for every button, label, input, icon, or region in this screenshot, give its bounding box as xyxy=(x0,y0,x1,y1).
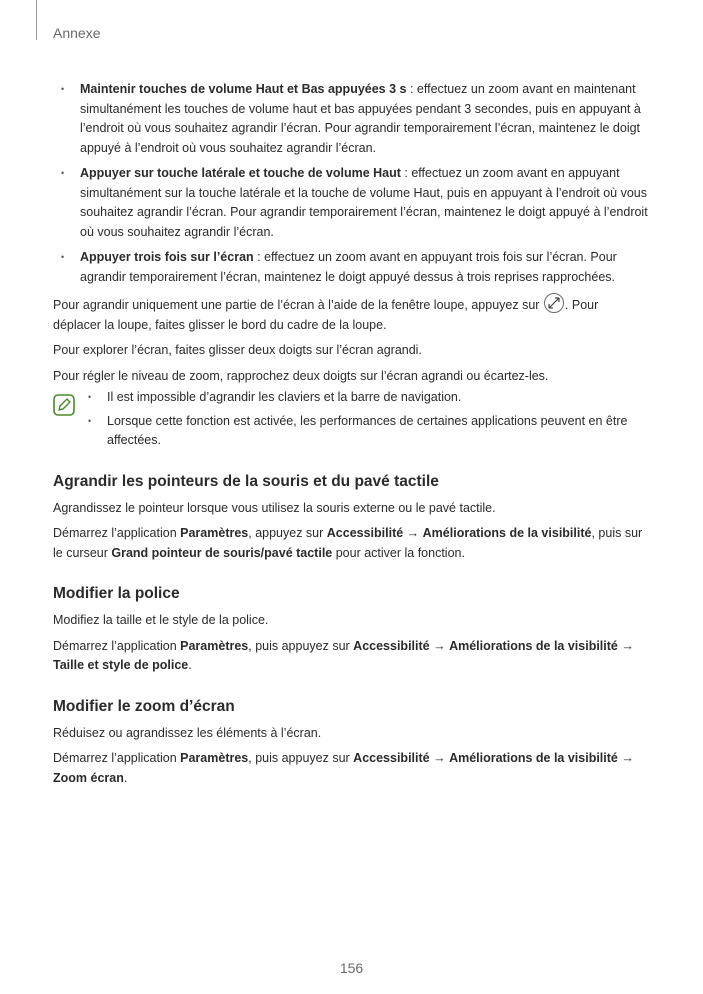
list-item-term: Maintenir touches de volume Haut et Bas appuyées 3 s xyxy=(80,82,407,96)
list-item-text: : effectuez un zoom avant en appuyant trois fois sur l’écran. Pour agrandir temporairement l’écran, maintenez le doigt appuyé dessus à trois reprises rapprochées. xyxy=(80,250,617,284)
section-heading: Modifier le zoom d’écran xyxy=(53,697,235,715)
font-section xyxy=(53,583,649,676)
section-intro: Agrandissez le pointeur lorsque vous utilisez la souris externe ou le pavé tactile. xyxy=(53,500,496,515)
explore-paragraph: Pour explorer l’écran, faites glisser deux doigts sur l’écran agrandi. xyxy=(53,343,422,357)
header-rule xyxy=(36,0,37,40)
section-heading: Agrandir les pointeurs de la souris et du pavé tactile xyxy=(53,472,439,490)
section-intro: Réduisez ou agrandissez les éléments à l’écran. xyxy=(53,725,322,740)
magnifier-window-icon xyxy=(544,293,564,313)
magnifier-paragraph: Pour agrandir uniquement une partie de l’écran à l’aide de la fenêtre loupe, appuyez sur . Pour déplacer la loupe, faites glisser le bord du cadre de la loupe. xyxy=(53,293,649,335)
note-block xyxy=(53,388,649,451)
list-item xyxy=(53,248,649,287)
screen-zoom-section xyxy=(53,696,649,789)
zoom-methods-list xyxy=(53,80,649,287)
running-head-title: Annexe xyxy=(53,25,101,41)
list-item xyxy=(53,80,649,158)
list-item-term: Appuyer trois fois sur l’écran xyxy=(80,250,254,264)
note-item: • Lorsque cette fonction est activée, les performances de certaines applications peuvent en être affectées. xyxy=(80,412,649,451)
pointer-section xyxy=(53,471,649,564)
note-pencil-icon xyxy=(53,394,75,416)
note-list xyxy=(80,388,649,451)
list-item-term: Appuyer sur touche latérale et touche de volume Haut xyxy=(80,166,401,180)
note-item: • Il est impossible d’agrandir les claviers et la barre de navigation. xyxy=(80,388,649,408)
page-content xyxy=(53,80,649,788)
section-instructions: Démarrez l’application Paramètres, appuyez sur Accessibilité → Améliorations de la visibilité, puis sur le curseur Grand pointeur de souris/pavé tactile pour activer la fonction. xyxy=(53,526,643,560)
page-number: 156 xyxy=(339,960,364,976)
zoom-level-paragraph: Pour régler le niveau de zoom, rapprochez deux doigts sur l’écran agrandi ou écartez-les. xyxy=(53,368,549,383)
list-item-text: : effectuez un zoom avant en maintenant simultanément les touches de volume haut et bas appuyées pendant 3 secondes, puis en appuyant à l’endroit où vous souhaitez agrandir l’écran. Pour agrandir temporairement l’écran, maintenez le doigt appuyé à l’endroit où vous souhaitez agrandir l’écran. xyxy=(80,82,641,155)
list-item-text: : effectuez un zoom avant en appuyant simultanément sur la touche latérale et la touche de volume Haut, puis en appuyant à l’endroit où vous souhaitez agrandir l’écran. Pour agrandir temporairement l’écran, maintenez le doigt appuyé à l’endroit où vous souhaitez agrandir l’écran. xyxy=(80,166,648,239)
section-intro: Modifiez la taille et le style de la police. xyxy=(53,613,269,627)
section-heading: Modifier la police xyxy=(53,585,180,602)
list-item xyxy=(53,164,649,242)
section-instructions: Démarrez l’application Paramètres, puis appuyez sur Accessibilité → Améliorations de la visibilité → Zoom écran. xyxy=(53,751,634,785)
section-instructions: Démarrez l’application Paramètres, puis appuyez sur Accessibilité → Améliorations de la visibilité → Taille et style de police. xyxy=(53,638,634,672)
